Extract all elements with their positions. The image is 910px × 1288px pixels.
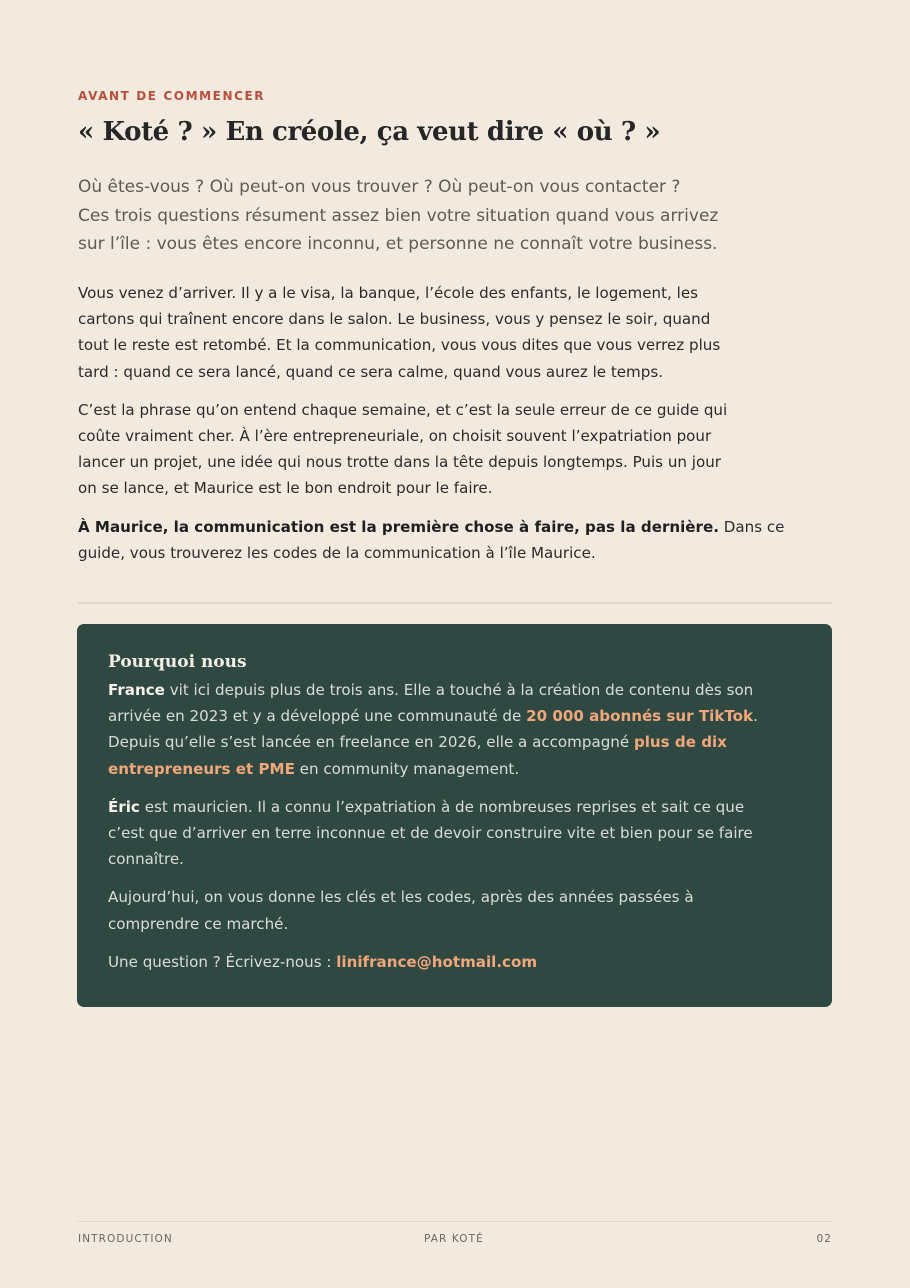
body-line: cartons qui traînent encore dans le salon. Le business, vous y pensez le soir, quand — [78, 310, 711, 329]
card-title: Pourquoi nous — [108, 652, 247, 672]
card-text: Une question ? Écrivez-nous : — [108, 952, 337, 971]
card-paragraph-today — [108, 884, 801, 936]
card-text: Aujourd’hui, on vous donne les clés et les codes, après des années passées à — [108, 888, 694, 907]
card-text: c’est que d’arriver en terre inconnue et de devoir construire vite et bien pour se faire — [108, 824, 753, 843]
why-us-card — [77, 624, 832, 1007]
card-paragraph-eric — [108, 794, 801, 873]
clients-highlight: plus de dix — [633, 733, 727, 752]
card-text: . — [753, 707, 758, 726]
card-text: vit ici depuis plus de trois ans. Elle a touché à la création de contenu dès son — [164, 681, 754, 699]
lead-paragraph — [78, 173, 778, 259]
body-line: tard : quand ce sera lancé, quand ce sera calme, quand vous aurez le temps. — [78, 362, 664, 381]
card-text: comprendre ce marché. — [108, 914, 289, 933]
key-statement: À Maurice, la communication est la première chose à faire, pas la dernière. — [78, 517, 719, 536]
page-title: « Koté ? » En créole, ça veut dire « où ? » — [78, 117, 661, 147]
section-kicker: AVANT DE COMMENCER — [78, 89, 266, 103]
body-paragraph — [78, 397, 818, 502]
lead-line: sur l’île : vous êtes encore inconnu, et personne ne connaît votre business. — [78, 234, 718, 254]
body-line: Vous venez d’arriver. Il y a le visa, la banque, l’école des enfants, le logement, les — [78, 284, 698, 302]
card-text: en community management. — [294, 759, 520, 778]
card-text: arrivée en 2023 et y a développé une communauté de — [108, 707, 527, 726]
card-text: est mauricien. Il a connu l’expatriation à de nombreuses reprises et sait ce que — [139, 797, 745, 816]
body-text — [78, 280, 818, 578]
page-number: 02 — [816, 1233, 832, 1245]
body-paragraph — [78, 280, 818, 385]
card-text: connaître. — [108, 850, 184, 869]
body-line: on se lance, et Maurice est le bon endroit pour le faire. — [78, 479, 493, 498]
person-name: France — [108, 681, 165, 699]
card-paragraph-france — [108, 677, 801, 782]
card-text: Depuis qu’elle s’est lancée en freelance en 2026, elle a accompagné — [108, 733, 634, 752]
clients-highlight: entrepreneurs et PME — [108, 759, 295, 778]
tiktok-highlight: 20 000 abonnés sur TikTok — [526, 707, 754, 726]
footer-author: PAR KOTÉ — [424, 1233, 484, 1245]
card-paragraph-contact — [108, 949, 801, 975]
person-name: Éric — [108, 797, 140, 816]
section-divider — [78, 602, 832, 604]
body-text-span: Dans ce — [718, 517, 785, 536]
footer-divider — [78, 1221, 832, 1222]
body-line: tout le reste est retombé. Et la communication, vous vous dites que vous verrez plus — [78, 336, 721, 355]
body-line: guide, vous trouverez les codes de la communication à l’île Maurice. — [78, 543, 596, 562]
body-line: coûte vraiment cher. À l’ère entrepreneuriale, on choisit souvent l’expatriation pour — [78, 427, 712, 446]
contact-email-link[interactable]: linifrance@hotmail.com — [336, 952, 538, 971]
lead-line: Où êtes-vous ? Où peut-on vous trouver ? Où peut-on vous contacter ? — [78, 177, 681, 197]
body-line: C’est la phrase qu’on entend chaque semaine, et c’est la seule erreur de ce guide qui — [78, 400, 728, 419]
footer-section-label: INTRODUCTION — [78, 1233, 173, 1245]
lead-line: Ces trois questions résument assez bien votre situation quand vous arrivez — [78, 205, 719, 226]
page-footer — [78, 1233, 832, 1247]
body-line: lancer un projet, une idée qui nous trotte dans la tête depuis longtemps. Puis un jour — [78, 453, 721, 472]
body-paragraph — [78, 514, 818, 566]
